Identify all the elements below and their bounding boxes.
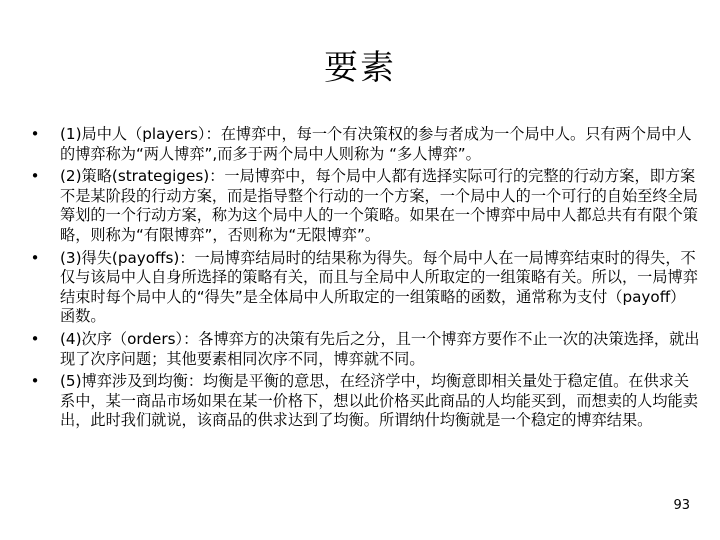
bullet-dot-icon: •	[30, 167, 40, 186]
bullet-dot-icon: •	[30, 248, 40, 267]
bullet-item-players	[28, 125, 700, 164]
bullet-list	[28, 125, 700, 434]
bullet-item-equilibrium	[28, 372, 700, 431]
page-number: 93	[673, 498, 690, 513]
bullet-dot-icon: •	[30, 372, 40, 391]
bullet-dot-icon: •	[30, 329, 40, 348]
bullet-text: (1)局中人（players）：在博弈中，每一个有决策权的参与者成为一个局中人。只有两个局中人的博弈称为“两人博弈”,而多于两个局中人则称为 “多人博弈”。	[60, 125, 692, 163]
bullet-text: (5)博弈涉及到均衡：均衡是平衡的意思，在经济学中，均衡意即相关量处于稳定值。在供求关系中，某一商品市场如果在某一价格下，想以此价格买此商品的人均能买到，而想卖的人均能卖出，此时我们就说，该商品的供求达到了均衡。所谓纳什均衡就是一个稳定的博弈结果。	[60, 372, 698, 430]
bullet-dot-icon: •	[30, 125, 40, 143]
bullet-item-strategies	[28, 167, 700, 245]
bullet-item-orders	[28, 330, 700, 369]
bullet-item-payoffs	[28, 249, 700, 327]
slide-title: 要素	[324, 48, 396, 88]
bullet-text: (3)得失(payoffs)：一局博弈结局时的结果称为得失。每个局中人在一局博弈结束时的得失，不仅与该局中人自身所选择的策略有关，而且与全局中人所取定的一组策略有关。所以，一局博弈结束时每个局中人的“得失”是全体局中人所取定的一组策略的函数，通常称为支付（payoff）函数。	[60, 248, 698, 326]
bullet-text: (4)次序（orders）：各博弈方的决策有先后之分，且一个博弈方要作不止一次的决策选择，就出现了次序问题；其他要素相同次序不同，博弈就不同。	[60, 329, 700, 368]
bullet-text: (2)策略(strategiges)：一局博弈中，每个局中人都有选择实际可行的完整的行动方案，即方案不是某阶段的行动方案，而是指导整个行动的一个方案，一个局中人的一个可行的自始至终全局筹划的一个行动方案，称为这个局中人的一个策略。如果在一个博弈中局中人都总共有有限个策略，则称为“有限博弈”，否则称为“无限博弈”。	[60, 167, 698, 244]
